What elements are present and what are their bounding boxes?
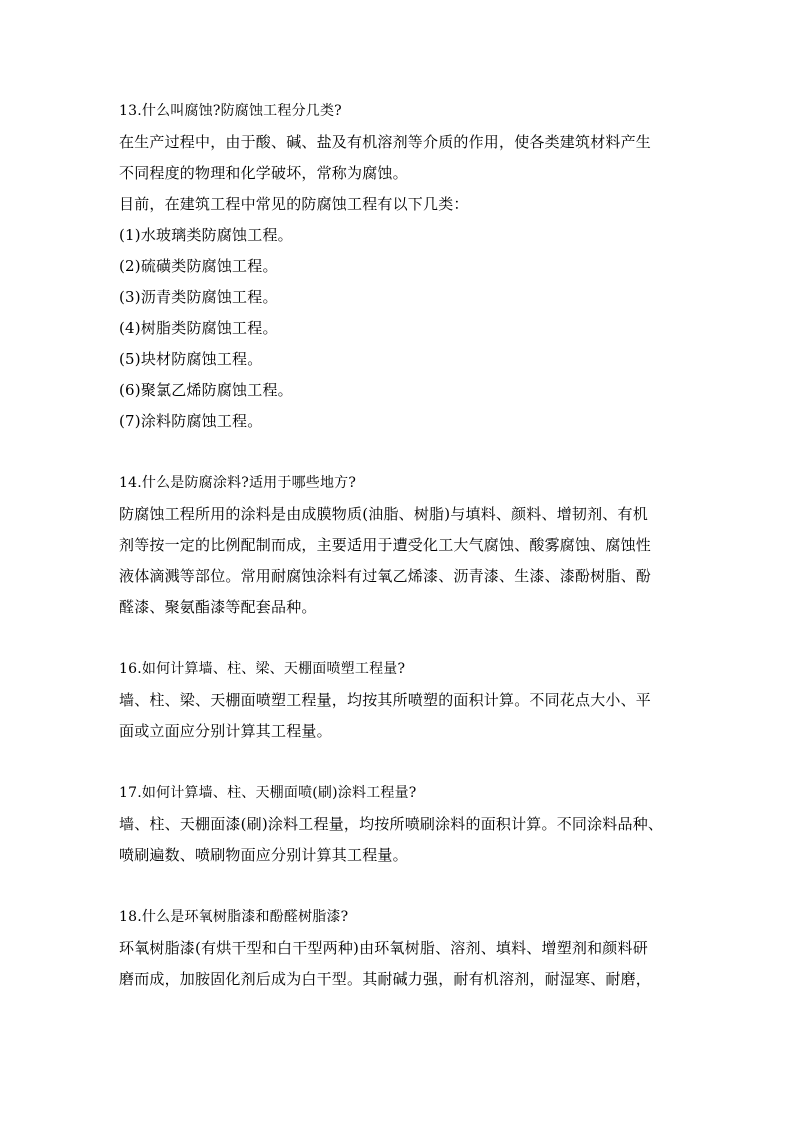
document-page	[119, 96, 679, 995]
list-item: (2)硫磺类防腐蚀工程。	[119, 257, 278, 275]
qa-section-17	[119, 778, 679, 871]
list-item: (3)沥青类防腐蚀工程。	[119, 288, 278, 306]
list-item: (6)聚氯乙烯防腐蚀工程。	[119, 381, 293, 399]
list-item: (5)块材防腐蚀工程。	[119, 350, 263, 368]
answer-line: 墙、柱、梁、天棚面喷塑工程量，均按其所喷塑的面积计算。不同花点大小、平	[119, 691, 652, 709]
section-gap	[119, 623, 679, 654]
question-title: 16.如何计算墙、柱、梁、天棚面喷塑工程量?	[119, 661, 406, 677]
answer-line: 防腐蚀工程所用的涂料是由成膜物质(油脂、树脂)与填料、颜料、增韧剂、有机	[119, 505, 648, 523]
answer-line: 面或立面应分别计算其工程量。	[119, 722, 332, 740]
qa-section-13	[119, 96, 679, 437]
question-title: 17.如何计算墙、柱、天棚面喷(刷)涂料工程量?	[119, 785, 417, 801]
answer-line: 不同程度的物理和化学破坏，常称为腐蚀。	[119, 164, 408, 182]
answer-line: 醛漆、聚氨酯漆等配套品种。	[119, 598, 317, 616]
question-title: 14.什么是防腐涂料?适用于哪些地方?	[119, 475, 357, 491]
answer-line: 环氧树脂漆(有烘干型和白干型两种)由环氧树脂、溶剂、填料、增塑剂和颜料研	[119, 939, 648, 957]
qa-section-16	[119, 654, 679, 747]
section-gap	[119, 871, 679, 902]
answer-line: 喷刷遍数、喷刷物面应分别计算其工程量。	[119, 846, 408, 864]
qa-section-18	[119, 902, 679, 995]
qa-section-14	[119, 468, 679, 623]
list-item: (7)涂料防腐蚀工程。	[119, 412, 263, 430]
section-gap	[119, 437, 679, 468]
list-item: (1)水玻璃类防腐蚀工程。	[119, 226, 293, 244]
section-gap	[119, 747, 679, 778]
question-title: 18.什么是环氧树脂漆和酚醛树脂漆?	[119, 909, 349, 925]
answer-line: 磨而成，加胺固化剂后成为白干型。其耐碱力强，耐有机溶剂，耐湿寒、耐磨，	[119, 970, 652, 988]
answer-line: 剂等按一定的比例配制而成，主要适用于遭受化工大气腐蚀、酸雾腐蚀、腐蚀性	[119, 536, 652, 554]
question-title: 13.什么叫腐蚀?防腐蚀工程分几类?	[119, 103, 342, 119]
answer-line: 液体滴溅等部位。常用耐腐蚀涂料有过氧乙烯漆、沥青漆、生漆、漆酚树脂、酚	[119, 567, 652, 585]
list-item: (4)树脂类防腐蚀工程。	[119, 319, 278, 337]
answer-line: 在生产过程中，由于酸、碱、盐及有机溶剂等介质的作用，使各类建筑材料产生	[119, 133, 652, 151]
answer-line: 目前，在建筑工程中常见的防腐蚀工程有以下几类：	[119, 195, 469, 213]
answer-line: 墙、柱、天棚面漆(刷)涂料工程量，均按所喷刷涂料的面积计算。不同涂料品种、	[119, 815, 664, 833]
